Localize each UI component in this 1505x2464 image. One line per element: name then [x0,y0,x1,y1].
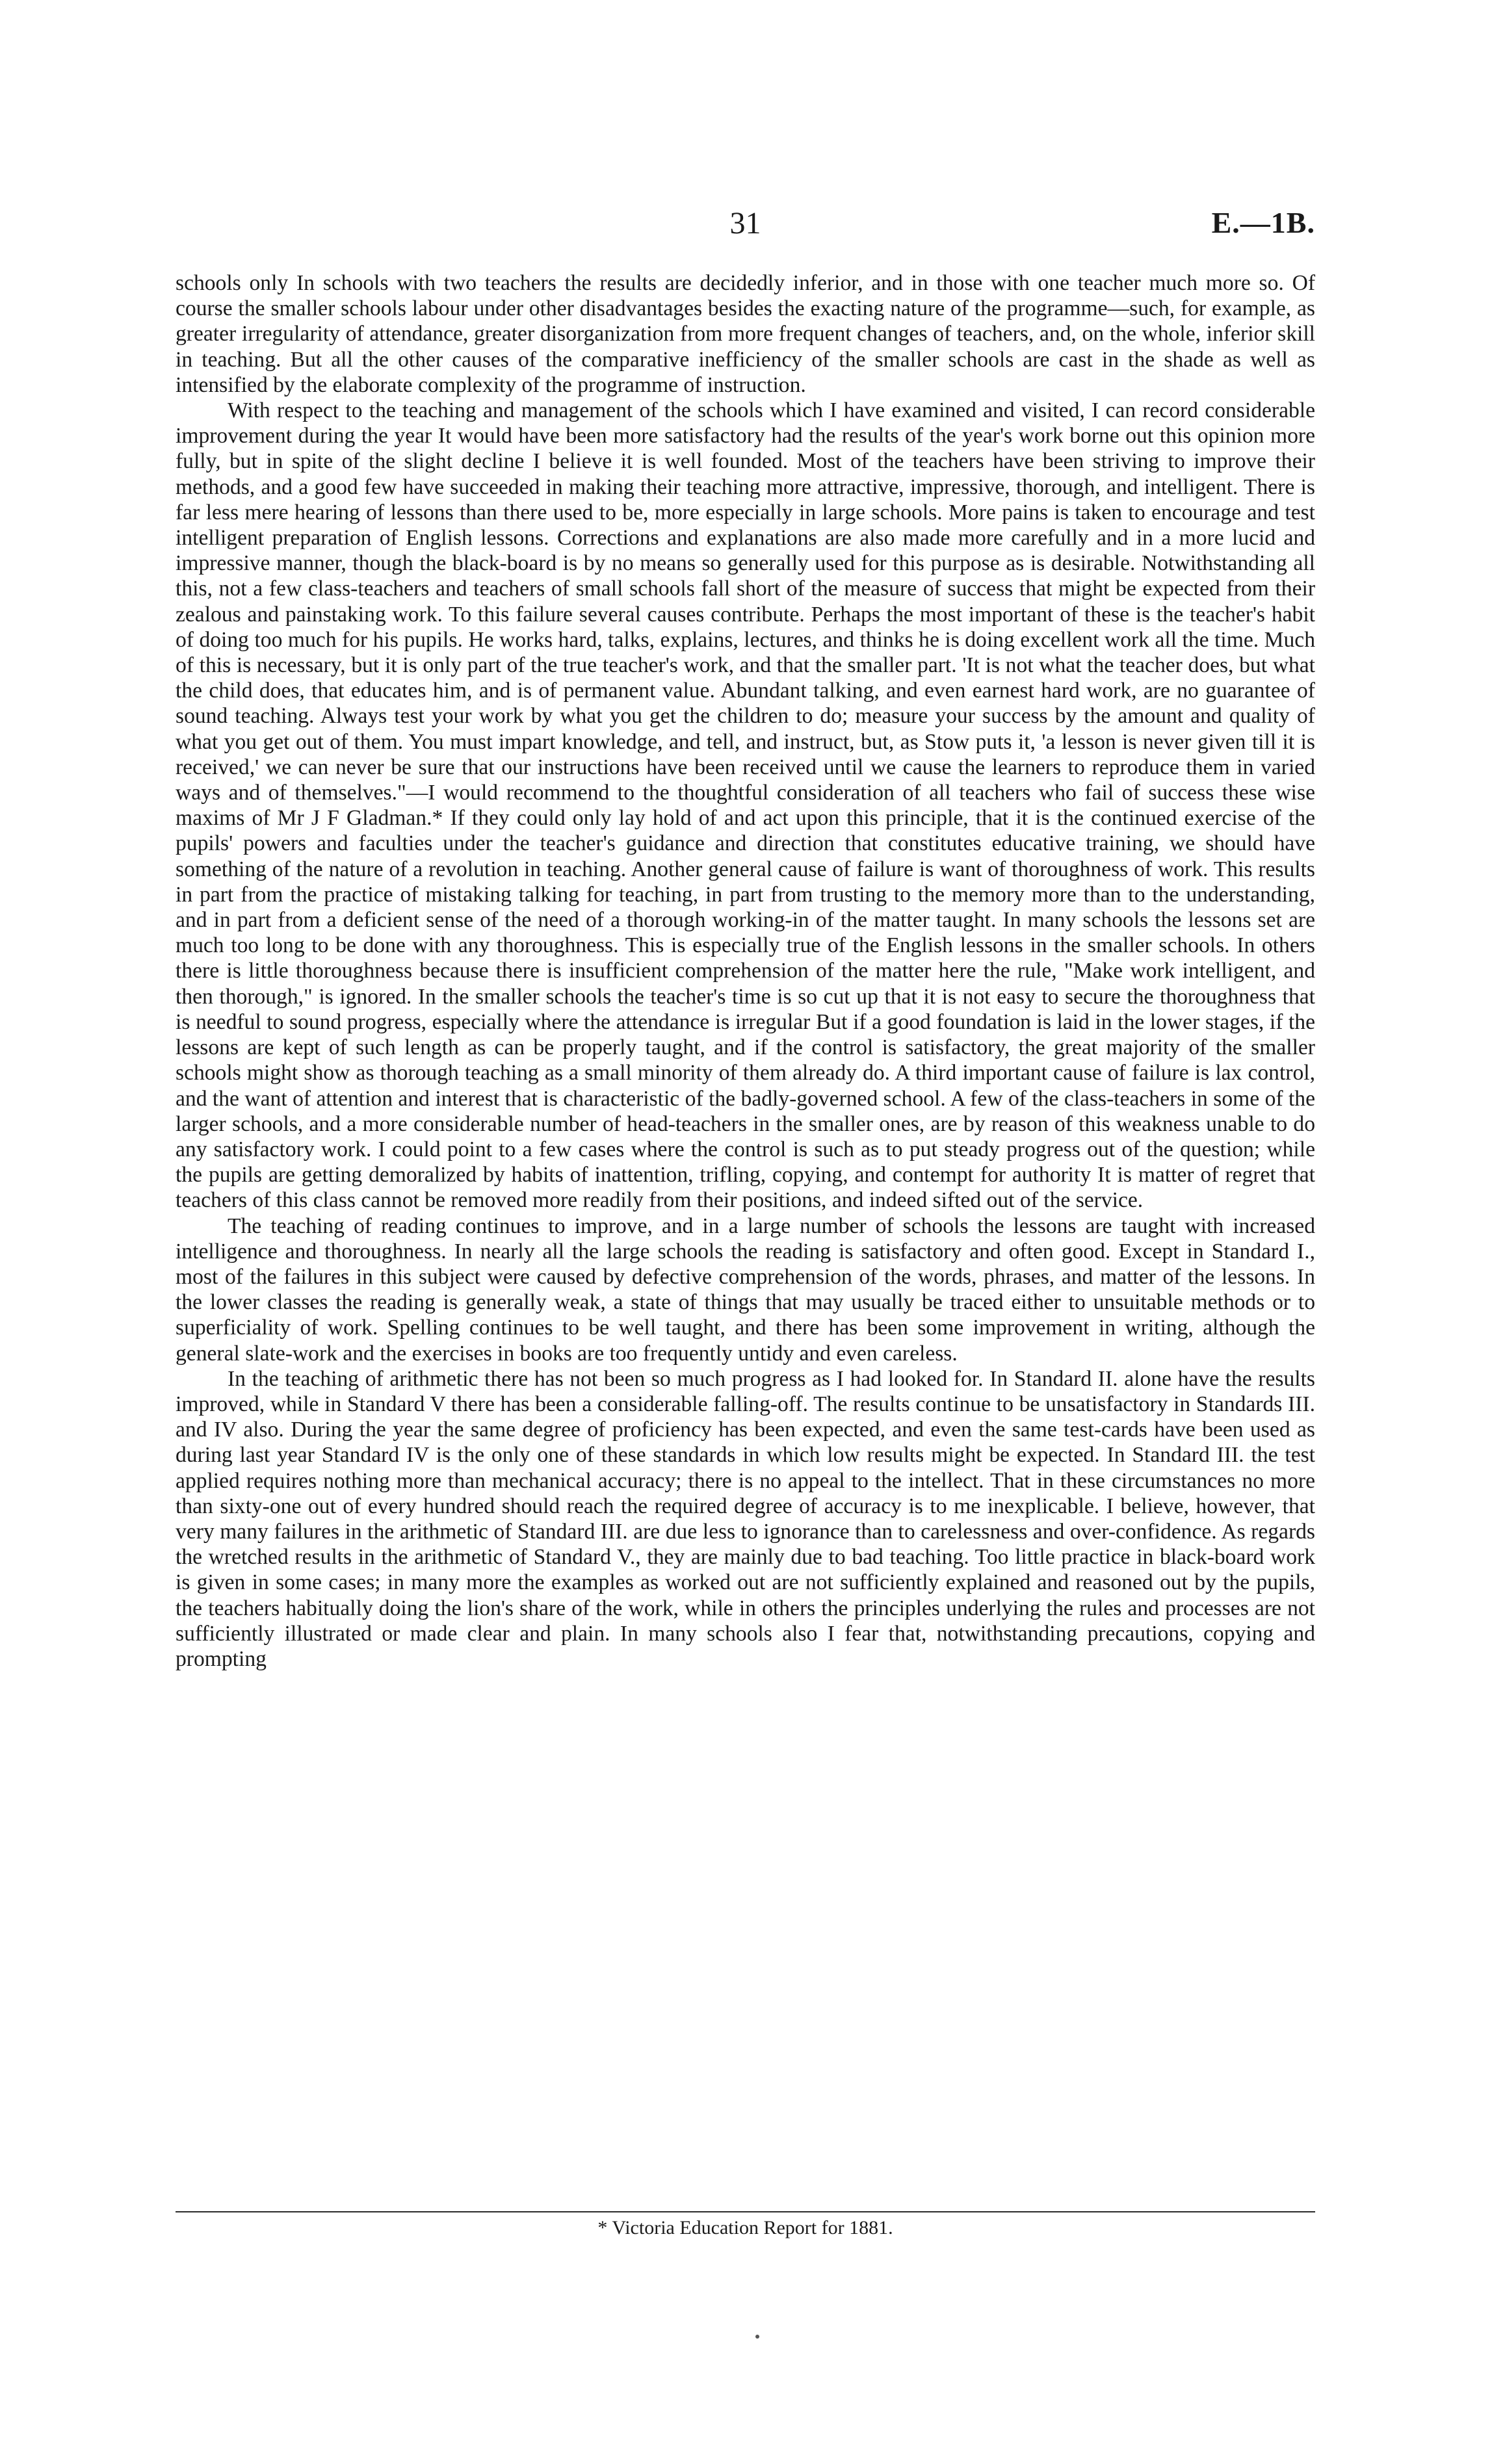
body-text [176,270,1315,1672]
page-header [176,205,1315,244]
footnote-divider [176,2211,1315,2212]
footnote: * Victoria Education Report for 1881. [597,2217,893,2238]
report-reference: E.—1B. [1211,206,1315,239]
paragraph-reading: The teaching of reading continues to improve, and in a large number of schools the lessons are taught with increased intelligence and thoroughness. In nearly all the large schools the reading is satisfactory and often good. Except in Standard I., most of the failures in this subject were caused by defective comprehension of the words, phrases, and matter of the lessons. In the lower classes the reading is generally weak, a state of things that may usually be traced either to unsuitable methods or to superficiality of work. Spelling continues to be well taught, and there has been some improvement in writing, although the general slate-work and the exercises in books are too frequently untidy and even careless. [176,1213,1315,1366]
page-speck [755,2335,759,2339]
paragraph-teaching-management: With respect to the teaching and management of the schools which I have examined and visited, I can record considerable improvement during the year It would have been more satisfactory had the results of the year's work borne out this opinion more fully, but in spite of the slight decline I believe it is well founded. Most of the teachers have been striving to improve their methods, and a good few have succeeded in making their teaching more attractive, impressive, thorough, and intelligent. There is far less mere hearing of lessons than there used to be, more especially in large schools. More pains is taken to encourage and test intelligent preparation of English lessons. Corrections and explanations are also made more carefully and in a more lucid and impressive manner, though the black-board is by no means so generally used for this purpose as is desirable. Notwithstanding all this, not a few class-teachers and teachers of small schools fall short of the measure of success that might be expected from their zealous and painstaking work. To this failure several causes contribute. Perhaps the most important of these is the teacher's habit of doing too much for his pupils. He works hard, talks, explains, lectures, and thinks he is doing excellent work all the time. Much of this is necessary, but it is only part of the true teacher's work, and that the smaller part. 'It is not what the teacher does, but what the child does, that educates him, and is of permanent value. Abundant talking, and even earnest hard work, are no guarantee of sound teaching. Always test your work by what you get the children to do; measure your success by the amount and quality of what you get out of them. You must impart knowledge, and tell, and instruct, but, as Stow puts it, 'a lesson is never given till it is received,' we can never be sure that our instructions have been received until we cause the learners to reproduce them in varied ways and of themselves."—I would recommend to the thoughtful consideration of all teachers who fail of success these wise maxims of Mr J F Gladman.* If they could only lay hold of and act upon this principle, that it is the continued exercise of the pupils' powers and faculties under the teacher's guidance and direction that constitutes educative training, we should have something of the nature of a revolution in teaching. Another general cause of failure is want of thoroughness of work. This results in part from the practice of mistaking talking for teaching, in part from trusting to the memory more than to the understanding, and in part from a deficient sense of the need of a thorough working-in of the matter taught. In many schools the lessons set are much too long to be done with any thoroughness. This is especially true of the English lessons in the smaller schools. In others there is little thoroughness because there is insufficient comprehension of the matter here the rule, "Make work intelligent, and then thorough," is ignored. In the smaller schools the teacher's time is so cut up that it is not easy to secure the thoroughness that is needful to sound progress, especially where the attendance is irregular But if a good foundation is laid in the lower stages, if the lessons are kept of such length as can be properly taught, and if the control is satisfactory, the great majority of the smaller schools might show as thorough teaching as a small minority of them already do. A third important cause of failure is lax control, and the want of attention and interest that is characteristic of the badly-governed school. A few of the class-teachers in some of the larger schools, and a more considerable number of head-teachers in the smaller ones, are by reason of this weakness unable to do any satisfactory work. I could point to a few cases where the control is such as to put steady progress out of the question; while the pupils are getting demoralized by habits of inattention, trifling, copying, and contempt for authority It is matter of regret that teachers of this class cannot be removed more readily from their positions, and indeed sifted out of the service. [176,398,1315,1213]
paragraph-arithmetic: In the teaching of arithmetic there has not been so much progress as I had looked for. In Standard II. alone have the results improved, while in Standard V there has been a considerable falling-off. The results continue to be unsatisfactory in Standards III. and IV also. During the year the same degree of proficiency has been expected, and even the same test-cards have been used as during last year Standard IV is the only one of these standards in which low results might be expected. In Standard III. the test applied requires nothing more than mechanical accuracy; there is no appeal to the intellect. That in these circumstances no more than sixty-one out of every hundred should reach the required degree of accuracy is to me inexplicable. I believe, however, that very many failures in the arithmetic of Standard III. are due less to ignorance than to carelessness and over-confidence. As regards the wretched results in the arithmetic of Standard V., they are mainly due to bad teaching. Too little practice in black-board work is given in some cases; in many more the examples as worked out are not sufficiently explained and reasoned out by the pupils, the teachers habitually doing the lion's share of the work, while in others the principles underlying the rules and processes are not sufficiently illustrated or made clear and plain. In many schools also I fear that, notwithstanding precautions, copying and prompting [176,1366,1315,1671]
page-number: 31 [729,206,761,240]
paragraph-continuation: schools only In schools with two teachers the results are decidedly inferior, and in those with one teacher much more so. Of course the smaller schools labour under other disadvantages besides the exacting nature of the programme—such, for example, as greater irregularity of attendance, greater disorganization from more frequent changes of teachers, and, on the whole, inferior skill in teaching. But all the other causes of the comparative inefficiency of the smaller schools are cast in the shade as well as intensified by the elaborate complexity of the programme of instruction. [176,271,1315,397]
